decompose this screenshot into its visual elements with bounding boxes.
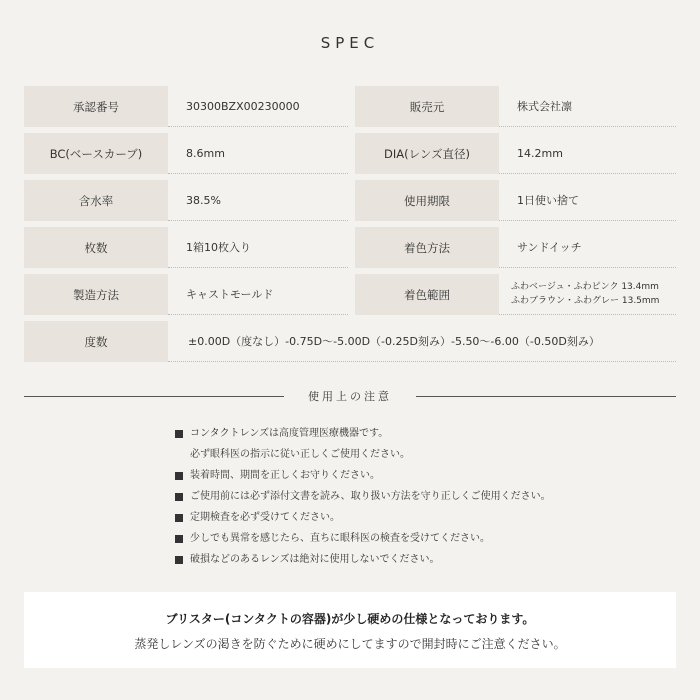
bullet-square-icon: [175, 493, 183, 501]
list-item: 破損などのあるレンズは絶対に使用しないでください。: [175, 552, 655, 573]
spec-label: 製造方法: [24, 274, 168, 315]
spec-row: [24, 227, 676, 268]
spec-label: 枚数: [24, 227, 168, 268]
divider: [416, 396, 676, 397]
caution-heading-text: 使用上の注意: [308, 390, 392, 403]
list-item: コンタクトレンズは高度管理医療機器です。: [175, 426, 655, 447]
spec-value: 1箱10枚入り: [168, 227, 348, 268]
spec-value: 14.2mm: [499, 133, 676, 174]
spec-label: 承認番号: [24, 86, 168, 127]
notice-line-bold: ブリスター(コンタクトの容器)が少し硬めの仕様となっております。: [165, 612, 535, 626]
list-item: 定期検査を必ず受けてください。: [175, 510, 655, 531]
bullet-square-icon: [175, 535, 183, 543]
spec-value: 8.6mm: [168, 133, 348, 174]
spec-row: [24, 133, 676, 174]
spec-row: [24, 274, 676, 315]
bullet-square-icon: [175, 430, 183, 438]
list-item: 装着時間、期間を正しくお守りください。: [175, 468, 655, 489]
bullet-square-icon: [175, 514, 183, 522]
list-item: 少しでも異常を感じたら、直ちに眼科医の検査を受けてください。: [175, 531, 655, 552]
spec-row: [24, 86, 676, 127]
spec-value: 1日使い捨て: [499, 180, 676, 221]
spec-label: DIA(レンズ直径): [355, 133, 499, 174]
spec-value: 30300BZX00230000: [168, 86, 348, 127]
notice-box: [24, 592, 676, 668]
list-item: ご使用前には必ず添付文書を読み、取り扱い方法を守り正しくご使用ください。: [175, 489, 655, 510]
spec-label: 販売元: [355, 86, 499, 127]
spec-value: 38.5%: [168, 180, 348, 221]
spec-value: [499, 274, 676, 315]
spec-row: [24, 180, 676, 221]
bullet-square-icon: [175, 472, 183, 480]
spec-label: 使用期限: [355, 180, 499, 221]
spec-label: 度数: [24, 321, 168, 362]
caution-heading: [24, 387, 676, 405]
spec-value: サンドイッチ: [499, 227, 676, 268]
page-title: SPEC: [320, 34, 380, 52]
spec-label: BC(ベースカーブ): [24, 133, 168, 174]
spec-value: 株式会社凛: [499, 86, 676, 127]
spec-label: 着色範囲: [355, 274, 499, 315]
spec-label: 着色方法: [355, 227, 499, 268]
spec-value-line: ふわベージュ・ふわピンク 13.4mm: [511, 282, 659, 292]
spec-label: 含水率: [24, 180, 168, 221]
spec-value-line: ふわブラウン・ふわグレー 13.5mm: [511, 296, 660, 306]
caution-list: [175, 426, 655, 573]
spec-value: ±0.00D（度なし）-0.75D〜-5.00D（-0.25D刻み）-5.50〜-6.00（-0.50D刻み）: [168, 321, 676, 362]
list-item-continuation: 必ず眼科医の指示に従い正しくご使用ください。: [190, 449, 410, 460]
spec-value: キャストモールド: [168, 274, 348, 315]
notice-line: 蒸発しレンズの渇きを防ぐために硬めにしてますので開封時にご注意ください。: [134, 637, 566, 651]
spec-row-power: [24, 321, 676, 362]
bullet-square-icon: [175, 556, 183, 564]
